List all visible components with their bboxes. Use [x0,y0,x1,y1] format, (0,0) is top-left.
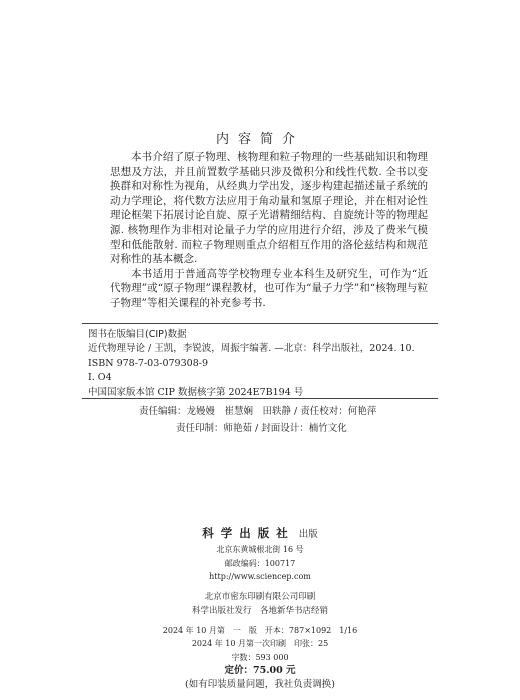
editors-line: 责任编辑：龙嫚嫚 崔慧娴 田轶静 / 责任校对：何艳萍 [139,406,377,417]
cip-heading: 图书在版编目(CIP)数据 [88,329,187,340]
editors-line: 责任印制：师艳茹 / 封面设计：楠竹文化 [176,423,347,434]
intro-title: 内容简介 [215,132,304,147]
cip-bottom-divider [82,398,438,399]
quality-notice: (如有印装质量问题，我社负责调换) [185,679,335,690]
intro-body [110,150,428,311]
intro-paragraph: 本书介绍了原子物理、核物理和粒子物理的一些基础知识和物理思想及方法，并且前置数学基础只涉及微积分和线性代数. 全书以变换群和对称性为视角，从经典力学出发，逐步构建起描述量子系统的动力学理论，将代数方法应用于角动量和氢原子理论，并在相对论性理论框架下拓展讨论自旋、原子光谱精细结构、自旋统计等的物理起源. 核物理作为非相对论量子力学的应用进行介绍，涉及了费米气模型和低能散射. 而粒子物理则重点介绍相互作用的洛伦兹结构和规范对称性的基本概念. [110,151,428,266]
publisher-postcode: 邮政编码：100717 [224,558,296,568]
cip-isbn-line: ISBN 978-7-03-079308-9 [88,357,208,369]
distribution-line: 科学出版社发行 各地新华书店经销 [191,605,328,616]
cip-block [88,327,438,400]
cip-classification-line: Ⅰ. O4 [88,372,112,383]
cip-title-line: 近代物理导论 / 王凯，李锐波，周振宇编著. —北京：科学出版社，2024. 10. [88,343,415,354]
price-line: 定价：75.00 元 [224,665,296,676]
publisher-block [0,525,520,692]
printer-line: 北京市密东印刷有限公司印刷 [204,591,316,602]
cip-top-divider [82,323,438,324]
publisher-address: 北京东黄城根北街 16 号 [216,545,304,554]
word-count-line: 字数：593 000 [231,652,289,662]
publisher-name-row [0,525,520,543]
intro-paragraph: 本书适用于普通高等学校物理专业本科生及研究生，可作为“近代物理”或“原子物理”课程教材，也可作为“量子力学”和“核物理与粒子物理”等相关课程的补充参考书. [110,267,428,309]
edition-line: 2024 年 10 月第 一 版 开本：787×1092 1/16 [162,625,358,635]
publisher-website: http://www.sciencep.com [209,572,311,581]
publisher-name: 科学出版社 [202,526,295,540]
editors-credits [0,403,520,437]
printing-line: 2024 年 10 月第一次印刷 印张：25 [191,639,329,648]
cip-record-number-line: 中国国家版本馆 CIP 数据核字第 2024E7B194 号 [88,386,304,398]
publisher-name-suffix: 出版 [298,529,318,540]
